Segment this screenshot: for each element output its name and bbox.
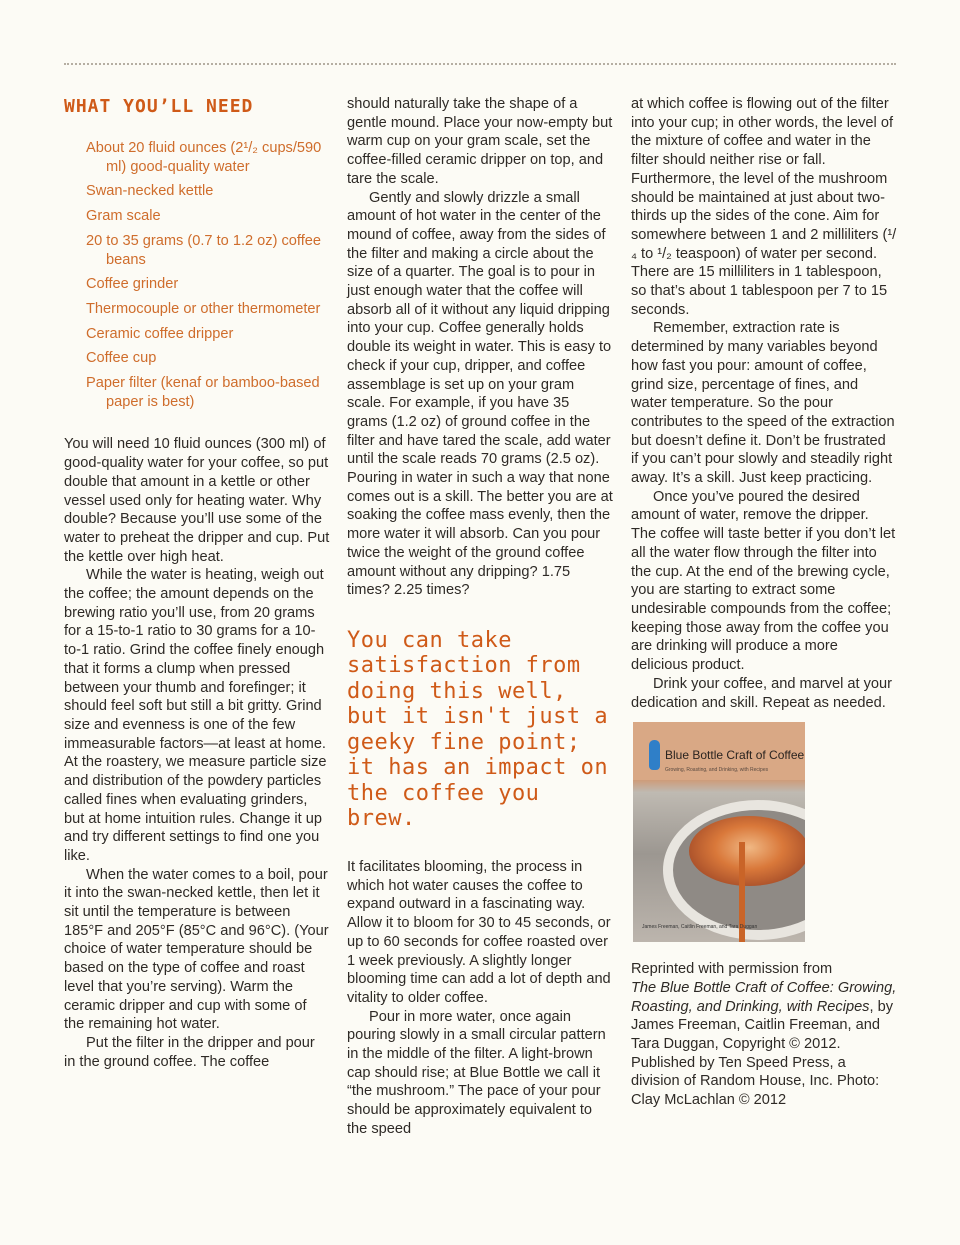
what-youll-need-heading: WHAT YOU’LL NEED — [64, 96, 254, 117]
book-cover-title: Blue Bottle Craft of Coffee — [665, 748, 805, 763]
list-item: Thermocouple or other thermometer — [86, 300, 321, 317]
body-paragraph: Pour in more water, once again pouring slowly in a small circular pattern in the middle of the filter. A light-brown cap should rise; at Blue Bottle we call it “the mushroom.” The pace of your pour should be approximately equivalent to the speed — [347, 1008, 606, 1137]
credit-text — [631, 960, 897, 1110]
espresso-crema — [689, 816, 805, 886]
top-dotted-rule — [64, 63, 896, 65]
body-paragraph: Once you’ve poured the desired amount of water, remove the dripper. The coffee will taste better if you don’t let all the water flow through the filter into the cup. At the end of the brewing cycle, you are starting to extract some undesirable compounds from the coffee; keeping those away from the coffee you are drinking will produce a more delicious product. — [631, 488, 896, 674]
list-item: Ceramic coffee dripper — [86, 325, 234, 342]
column-3 — [631, 95, 897, 1110]
list-item: Swan-necked kettle — [86, 183, 214, 200]
list-item: About 20 fluid ounces (2¹/₂ cups/590 ml) good-quality water — [86, 140, 322, 175]
list-item: Gram scale — [86, 208, 161, 225]
body-paragraph: Put the filter in the dripper and pour in the ground coffee. The coffee — [64, 1034, 315, 1070]
list-item: 20 to 35 grams (0.7 to 1.2 oz) coffee beans — [86, 232, 321, 268]
body-paragraph: Drink your coffee, and marvel at your dedication and skill. Repeat as needed. — [631, 675, 893, 711]
body-paragraph: You will need 10 fluid ounces (300 ml) of good-quality water for your coffee, so put double that amount in a kettle or other vessel used only for heating water. Why double? Because you’ll use some of the water to preheat the dripper and cup. Put the kettle over high heat. — [64, 436, 330, 565]
body-paragraph: at which coffee is flowing out of the filter into your cup; in other words, the level of the mixture of coffee and water in the filter should neither rise or fall. Furthermore, the level of the mushroom should be maintained at just about two-thirds up the sides of the cone. Aim for somewhere between 1 and 2 milliliters (¹/₄ to ¹/₂ teaspoon) of water per second. There are 15 milliliters in 1 tablespoon, so that’s about 1 tablespoon per 7 to 15 seconds. — [631, 96, 897, 318]
body-paragraph: It facilitates blooming, the process in which hot water causes the coffee to expand outward in a fascinating way. Allow it to bloom for 30 to 45 seconds, or up to 60 seconds for coffee roasted over 1 week previously. A slightly longer blooming time can add a lot of depth and vitality to older coffee. — [347, 858, 611, 1006]
credit-line: Reprinted with permission from — [631, 961, 833, 978]
credit-book-title: The Blue Bottle Craft of Coffee: Growing, Roasting, and Drinking, with Recipes — [631, 979, 897, 1015]
book-cover-subtitle: Growing, Roasting, and Drinking, with Recipes — [665, 767, 769, 774]
body-paragraph: While the water is heating, weigh out the coffee; the amount depends on the brewing ratio you’ll use, from 20 grams for a 15-to-1 ratio to 30 grams for a 10-to-1 ratio. Grind the coffee finely enough that it forms a clump when pressed between your thumb and forefinger; it should feel soft but still a bit gritty. Grind size and evenness is one of the few immeasurable factors—at least at home. At the roastery, we measure particle size and distribution of the powdery particles called fines when evaluating grinders, but at home intuition rules. Change it up and try different settings to find one you like. — [64, 567, 327, 864]
column-2 — [347, 95, 613, 1139]
list-item: Coffee grinder — [86, 276, 179, 293]
body-paragraph: When the water comes to a boil, pour it into the swan-necked kettle, then let it sit until the temperature is between 185°F and 205°F (85°C and 96°C). (Your choice of water temperature should be based on the type of coffee and roast level that you’re serving). Warm the ceramic dripper and cup with some of the remaining hot water. — [64, 866, 329, 1033]
body-paragraph: Gently and slowly drizzle a small amount of hot water in the center of the mound of coffee, away from the sides of the filter and making a circle about the size of a quarter. The goal is to pour in just enough water that the coffee will absorb all of it without any liquid dripping into your cup. Coffee generally holds double its weight in water. This is easy to check if your cup, dripper, and coffee assemblage is set up on your gram scale. For example, if you have 35 grams (1.2 oz) of ground coffee in the filter and have tared the scale, add water until the scale reads 70 grams (2.5 oz). Pouring in water in such a way that none comes out is a skill. The better you are at soaking the coffee mass evenly, then the more water it will absorb. Can you pour twice the weight of the ground coffee amount without any dripping? 1.75 times? 2.25 times? — [347, 189, 613, 599]
ingredients-list — [64, 139, 330, 411]
body-paragraph: should naturally take the shape of a gentle mound. Place your now-empty but warm cup on your gram scale, set the coffee-filled ceramic dripper on top, and tare the scale. — [347, 96, 613, 187]
column-1 — [64, 95, 330, 1071]
credit-rest: , by James Freeman, Caitlin Freeman, and Tara Duggan, Copyright © 2012. Published by Ten Speed Press, a division of Random House, Inc. Photo: Clay McLachlan © 2012 — [631, 998, 894, 1109]
body-paragraph: Remember, extraction rate is determined by many variables beyond how fast you pour: amount of coffee, grind size, percentage of fines, and water temperature. So the pour contributes to the speed of the extraction but doesn’t define it. Don’t be frustrated if you can’t pour slowly and steadily right away. It’s a skill. Just keep practicing. — [631, 320, 895, 487]
book-cover-image — [633, 722, 805, 942]
book-cover-authors: James Freeman, Caitlin Freeman, and Tara Duggan — [642, 924, 758, 931]
pull-quote: You can take satisfaction from doing this well, but it isn't just a geeky fine point; it has an impact on the coffee you brew. — [347, 627, 609, 832]
list-item: Coffee cup — [86, 350, 157, 367]
blue-bottle-logo-icon — [649, 740, 660, 770]
list-item: Paper filter (kenaf or bamboo-based paper is best) — [86, 375, 320, 410]
